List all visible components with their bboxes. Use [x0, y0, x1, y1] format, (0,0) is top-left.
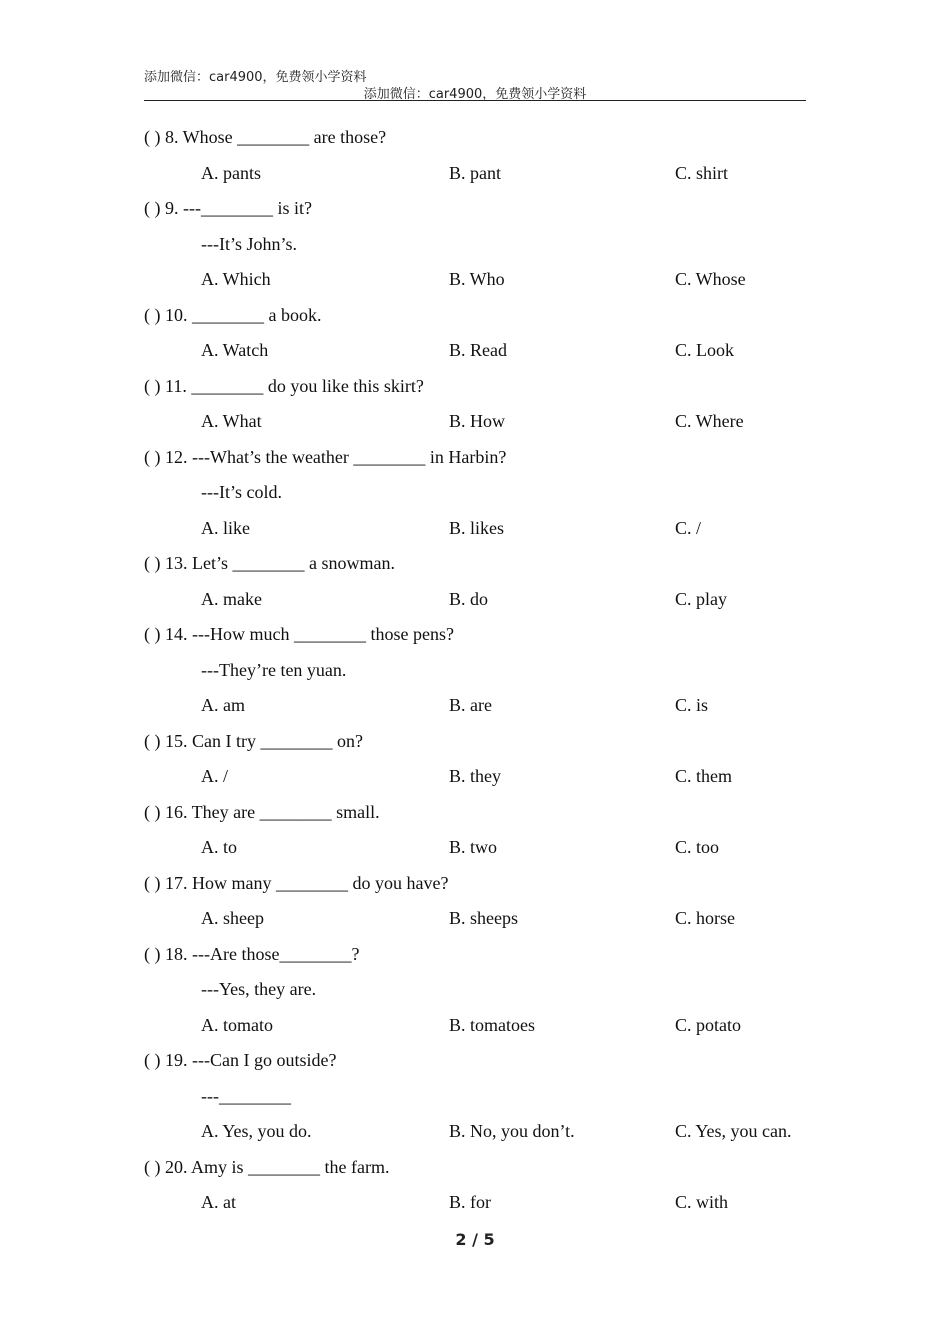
- answer-options: [144, 582, 824, 618]
- option-a: A. make: [201, 588, 262, 609]
- option-b: B. are: [449, 695, 492, 715]
- option-b: B. tomatoes: [449, 1014, 535, 1035]
- question-dialogue-line: ---Yes, they are.: [201, 979, 317, 999]
- question-stem: ( ) 18. ---Are those________?: [144, 943, 360, 964]
- answer-options: [144, 1008, 824, 1044]
- answer-options: [144, 262, 824, 298]
- question-stem: ( ) 10. ________ a book.: [144, 304, 322, 325]
- option-c: C. shirt: [675, 162, 729, 183]
- option-b: B. No, you don’t.: [449, 1121, 575, 1141]
- question-stem: ( ) 11. ________ do you like this skirt?: [144, 375, 424, 396]
- option-a: A. What: [201, 411, 262, 431]
- question-item: [144, 440, 824, 547]
- option-a: A. sheep: [201, 908, 264, 928]
- option-a: A. Yes, you do.: [201, 1121, 312, 1141]
- option-b: B. Read: [449, 340, 507, 360]
- question-item: [144, 120, 824, 191]
- question-stem: ( ) 15. Can I try ________ on?: [144, 730, 363, 751]
- question-stem: ( ) 13. Let’s ________ a snowman.: [144, 553, 395, 573]
- option-a: A. like: [201, 517, 250, 538]
- question-list: [144, 120, 824, 1221]
- option-b: B. Who: [449, 269, 505, 289]
- question-stem: ( ) 19. ---Can I go outside?: [144, 1050, 337, 1070]
- option-a: A. tomato: [201, 1014, 273, 1035]
- option-c: C. is: [675, 695, 709, 715]
- question-stem: ( ) 16. They are ________ small.: [144, 801, 380, 822]
- question-item: [144, 617, 824, 724]
- question-dialogue-line: ---They’re ten yuan.: [201, 659, 347, 680]
- option-b: B. they: [449, 766, 501, 786]
- option-a: A. am: [201, 695, 245, 715]
- answer-options: [144, 688, 824, 724]
- question-item: [144, 1043, 824, 1150]
- answer-options: [144, 156, 824, 192]
- answer-options: [144, 404, 824, 440]
- option-c: C. play: [675, 588, 727, 609]
- answer-options: [144, 1185, 824, 1221]
- option-c: C. Where: [675, 411, 744, 431]
- option-c: C. them: [675, 766, 732, 786]
- option-b: B. pant: [449, 162, 501, 183]
- option-b: B. do: [449, 588, 489, 609]
- question-item: [144, 1150, 824, 1221]
- question-stem: ( ) 9. ---________ is it?: [144, 198, 312, 218]
- question-item: [144, 795, 824, 866]
- option-a: A. /: [201, 766, 228, 786]
- question-dialogue-line: ---________: [201, 1085, 291, 1106]
- question-stem: ( ) 8. Whose ________ are those?: [144, 127, 387, 147]
- page-number: 2 / 5: [455, 1230, 495, 1249]
- question-item: [144, 937, 824, 1044]
- option-c: C. Yes, you can.: [675, 1121, 792, 1141]
- question-stem: ( ) 17. How many ________ do you have?: [144, 872, 449, 893]
- header-divider: [144, 100, 806, 101]
- question-stem: ( ) 12. ---What’s the weather ________ in Harbin?: [144, 446, 507, 467]
- answer-options: [144, 333, 824, 369]
- option-b: B. two: [449, 837, 498, 857]
- option-c: C. horse: [675, 908, 735, 928]
- option-a: A. pants: [201, 162, 261, 183]
- option-c: C. with: [675, 1192, 729, 1212]
- question-item: [144, 369, 824, 440]
- header-watermark-center: 添加微信：car4900，免费领小学资料: [363, 87, 587, 102]
- answer-options: [144, 830, 824, 866]
- question-stem: ( ) 20. Amy is ________ the farm.: [144, 1156, 390, 1177]
- header-watermark-top: 添加微信：car4900，免费领小学资料: [144, 70, 367, 85]
- option-b: B. How: [449, 411, 506, 431]
- question-dialogue-line: ---It’s John’s.: [201, 233, 297, 254]
- question-item: [144, 191, 824, 298]
- answer-options: [144, 1114, 824, 1150]
- option-c: C. Whose: [675, 269, 746, 289]
- option-b: B. sheeps: [449, 908, 518, 928]
- option-a: A. Watch: [201, 340, 269, 360]
- option-a: A. at: [201, 1192, 236, 1212]
- option-b: B. likes: [449, 517, 505, 538]
- question-item: [144, 866, 824, 937]
- question-item: [144, 298, 824, 369]
- answer-options: [144, 901, 824, 937]
- option-c: C. /: [675, 517, 702, 538]
- option-a: A. to: [201, 837, 237, 857]
- option-c: C. Look: [675, 340, 735, 360]
- answer-options: [144, 759, 824, 795]
- option-c: C. too: [675, 837, 720, 857]
- question-item: [144, 546, 824, 617]
- answer-options: [144, 511, 824, 547]
- question-dialogue-line: ---It’s cold.: [201, 482, 282, 502]
- option-c: C. potato: [675, 1014, 741, 1035]
- option-b: B. for: [449, 1192, 491, 1212]
- question-stem: ( ) 14. ---How much ________ those pens?: [144, 624, 454, 644]
- option-a: A. Which: [201, 269, 271, 289]
- question-item: [144, 724, 824, 795]
